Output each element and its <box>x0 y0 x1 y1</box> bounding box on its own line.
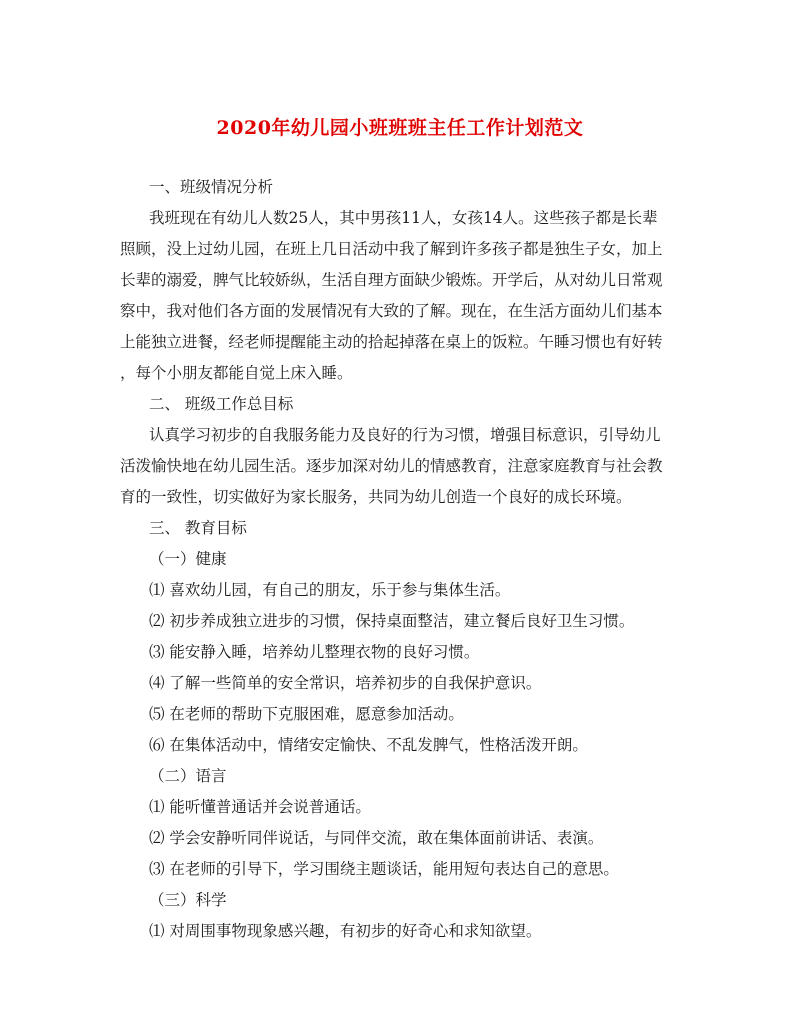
list-item: ⑴ 喜欢幼儿园，有自己的朋友，乐于参与集体生活。 <box>149 581 511 599</box>
subsection-heading: （三）科学 <box>149 891 227 909</box>
paragraph-line: 认真学习初步的自我服务能力及良好的行为习惯，增强目标意识，引导幼儿 <box>149 426 661 444</box>
paragraph-line: 长辈的溺爱，脾气比较娇纵，生活自理方面缺少锻炼。开学后，从对幼儿日常观 <box>120 271 663 289</box>
section-heading-1: 一、班级情况分析 <box>149 178 274 196</box>
list-item: ⑴ 对周围事物现象感兴趣，有初步的好奇心和求知欲望。 <box>149 922 542 940</box>
list-item: ⑹ 在集体活动中，情绪安定愉快、不乱发脾气，性格活泼开朗。 <box>149 736 588 754</box>
subsection-heading: （一）健康 <box>149 550 227 568</box>
list-item: ⑶ 在老师的引导下，学习围绕主题谈话，能用短句表达自己的意思。 <box>149 860 619 878</box>
paragraph-line: 察中，我对他们各方面的发展情况有大致的了解。现在，在生活方面幼儿们基本 <box>120 302 663 320</box>
document-title: 2020年幼儿园小班班班主任工作计划范文 <box>216 117 584 139</box>
list-item: ⑵ 学会安静听同伴说话，与同伴交流，敢在集体面前讲话、表演。 <box>149 829 604 847</box>
list-item: ⑷ 了解一些简单的安全常识，培养初步的自我保护意识。 <box>149 674 542 692</box>
subsection-heading: （二）语言 <box>149 767 227 785</box>
section-heading-2: 二、 班级工作总目标 <box>149 395 294 413</box>
paragraph-line: ，每个小朋友都能自觉上床入睡。 <box>120 364 353 382</box>
section-heading-3: 三、 教育目标 <box>149 519 247 537</box>
paragraph-line: 我班现在有幼儿人数25人，其中男孩11人，女孩14人。这些孩子都是长辈 <box>149 209 658 227</box>
list-item: ⑸ 在老师的帮助下克服困难，愿意参加活动。 <box>149 705 464 723</box>
paragraph-line: 活泼愉快地在幼儿园生活。逐步加深对幼儿的情感教育，注意家庭教育与社会教 <box>120 457 663 475</box>
paragraph-line: 上能独立进餐，经老师提醒能主动的拾起掉落在桌上的饭粒。午睡习惯也有好转 <box>120 333 663 351</box>
paragraph-line: 照顾，没上过幼儿园，在班上几日活动中我了解到许多孩子都是独生子女，加上 <box>120 240 663 258</box>
list-item: ⑵ 初步养成独立进步的习惯，保持桌面整洁，建立餐后良好卫生习惯。 <box>149 612 635 630</box>
list-item: ⑴ 能听懂普通话并会说普通话。 <box>149 798 371 816</box>
list-item: ⑶ 能安静入睡，培养幼儿整理衣物的良好习惯。 <box>149 643 480 661</box>
paragraph-line: 育的一致性，切实做好为家长服务，共同为幼儿创造一个良好的成长环境。 <box>120 488 632 506</box>
